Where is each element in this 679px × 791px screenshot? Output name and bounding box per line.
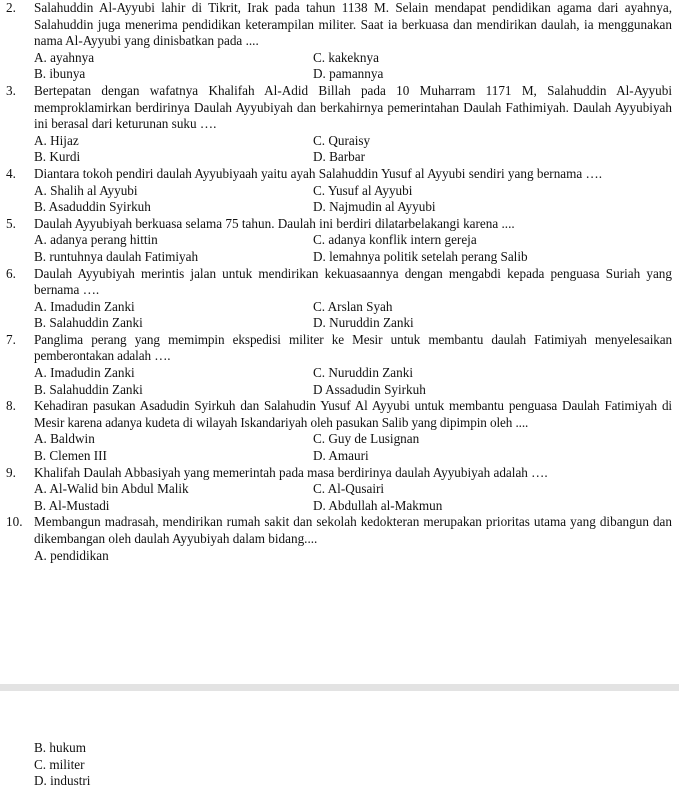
option-d: D. Najmudin al Ayyubi — [313, 199, 436, 215]
question-7 — [6, 332, 672, 398]
question-2 — [6, 0, 672, 83]
option-c: C. Yusuf al Ayyubi — [313, 182, 413, 198]
option-d: D. Abdullah al-Makmun — [313, 497, 443, 513]
option-d: D. industri — [34, 773, 91, 789]
answer-options — [34, 548, 672, 565]
question-number: 9. — [6, 464, 16, 480]
question-number: 7. — [6, 331, 16, 347]
question-number: 8. — [6, 398, 16, 414]
question-text: Daulah Ayyubiyah berkuasa selama 75 tahun. Daulah ini berdiri dilatarbelakangi karena .... — [34, 215, 515, 231]
question-6 — [6, 266, 672, 332]
question-number: 3. — [6, 82, 16, 98]
continued-options — [34, 740, 90, 790]
option-a: A. Baldwin — [34, 431, 95, 447]
option-b: B. runtuhnya daulah Fatimiyah — [34, 248, 199, 264]
option-d: D. Barbar — [313, 149, 365, 165]
option-b: B. Al-Mustadi — [34, 497, 110, 513]
option-a: A. adanya perang hittin — [34, 232, 158, 248]
option-c: C. Al-Qusairi — [313, 481, 385, 497]
answer-options — [34, 133, 672, 166]
option-b: B. Salahuddin Zanki — [34, 315, 143, 331]
page-divider — [0, 684, 679, 691]
question-5 — [6, 216, 672, 266]
option-a: A. ayahnya — [34, 49, 95, 65]
question-text: Khalifah Daulah Abbasiyah yang memerintah pada masa berdirinya daulah Ayyubiyah adalah …. — [34, 464, 548, 480]
option-a: A. Imadudin Zanki — [34, 365, 135, 381]
answer-options — [34, 183, 672, 216]
option-d: D. Nuruddin Zanki — [313, 315, 414, 331]
question-9 — [6, 465, 672, 515]
option-b: B. hukum — [34, 740, 87, 755]
option-d: D. lemahnya politik setelah perang Salib — [313, 248, 528, 264]
question-list — [6, 0, 672, 564]
option-b: B. Clemen III — [34, 448, 107, 464]
question-number: 2. — [6, 0, 16, 15]
option-c: C. kakeknya — [313, 49, 379, 65]
answer-options — [34, 481, 672, 514]
option-a: A. Imadudin Zanki — [34, 298, 135, 314]
option-c: C. Nuruddin Zanki — [313, 365, 413, 381]
option-a: A. pendidikan — [34, 547, 109, 563]
page-bottom — [0, 691, 679, 791]
question-10 — [6, 514, 672, 564]
question-text: Panglima perang yang memimpin ekspedisi militer ke Mesir untuk membantu daulah Fatimiyah menyelesaikan pemberontakan adalah …. — [34, 331, 672, 364]
answer-options — [34, 365, 672, 398]
question-number: 6. — [6, 265, 16, 281]
question-3 — [6, 83, 672, 166]
question-text: Salahuddin Al-Ayyubi lahir di Tikrit, Irak pada tahun 1138 M. Selain mendapat pendidikan agama dari ayahnya, Salahuddin juga menerima pendidikan keterampilan militer. Saat ia berkuasa dan mendirikan daulah, ia menggunakan nama Al-Ayyubi yang dinisbatkan pada .... — [34, 0, 672, 49]
question-8 — [6, 398, 672, 464]
question-number: 4. — [6, 165, 16, 181]
answer-options — [34, 232, 672, 265]
answer-options — [34, 50, 672, 83]
option-d: D Assadudin Syirkuh — [313, 381, 426, 397]
option-c: C. adanya konflik intern gereja — [313, 232, 477, 248]
option-b: B. Salahuddin Zanki — [34, 381, 143, 397]
answer-options — [34, 299, 672, 332]
question-text: Bertepatan dengan wafatnya Khalifah Al-Adid Billah pada 10 Muharram 1171 M, Salahuddin Al-Ayyubi memproklamirkan berdirinya Daulah Ayyubiyah dan berkahirnya pemerintahan Daulah Fathimiyah. Daulah Ayyubiyah ini berasal dari keturunan suku …. — [34, 82, 672, 132]
option-c: C. Quraisy — [313, 132, 371, 148]
question-number: 10. — [6, 514, 23, 530]
option-c: C. militer — [34, 756, 85, 772]
option-c: C. Arslan Syah — [313, 298, 393, 314]
question-4 — [6, 166, 672, 216]
option-a: A. Hijaz — [34, 132, 79, 148]
option-b: B. ibunya — [34, 66, 86, 82]
answer-options — [34, 431, 672, 464]
option-b: B. Asaduddin Syirkuh — [34, 199, 151, 215]
option-d: D. pamannya — [313, 66, 384, 82]
option-b: B. Kurdi — [34, 149, 81, 165]
option-a: A. Al-Walid bin Abdul Malik — [34, 481, 189, 497]
option-c: C. Guy de Lusignan — [313, 431, 420, 447]
option-a: A. Shalih al Ayyubi — [34, 182, 138, 198]
question-text: Daulah Ayyubiyah merintis jalan untuk mendirikan kekuasaannya dengan mengabdi kepada penguasa Suriah yang bernama …. — [34, 265, 672, 298]
option-d: D. Amauri — [313, 448, 369, 464]
question-text: Diantara tokoh pendiri daulah Ayyubiyaah yaitu ayah Salahuddin Yusuf al Ayyubi sendiri yang bernama …. — [34, 165, 603, 181]
question-number: 5. — [6, 215, 16, 231]
question-text: Kehadiran pasukan Asadudin Syirkuh dan Salahudin Yusuf Al Ayyubi untuk membantu penguasa Daulah Fatimiyah di Mesir karena adanya kudeta di wilayah Iskandariyah oleh pasukan Salib yang dipimpin oleh .... — [34, 398, 672, 430]
question-text: Membangun madrasah, mendirikan rumah sakit dan sekolah kedokteran merupakan prioritas utama yang dibangun dan dikembangan oleh daulah Ayyubiyah dalam bidang.... — [34, 514, 672, 546]
